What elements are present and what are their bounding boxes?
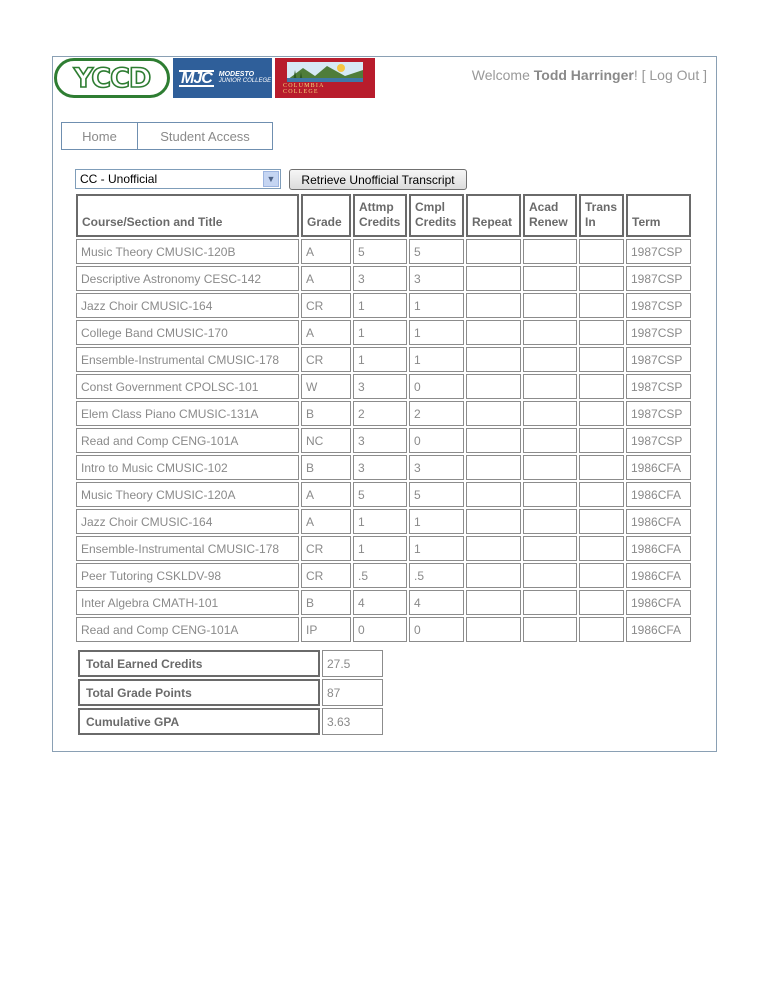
cell-cmpl-credits: .5 — [409, 563, 464, 588]
cell-grade: IP — [301, 617, 351, 642]
totals-value: 27.5 — [322, 650, 383, 677]
transcript-table — [74, 192, 693, 644]
nav-student-access[interactable]: Student Access — [160, 128, 250, 144]
cell-attmp-credits: .5 — [353, 563, 407, 588]
cell-trans-in — [579, 239, 624, 264]
column-header-trans-in — [579, 194, 624, 237]
cell-grade: B — [301, 455, 351, 480]
cell-acad-renew — [523, 536, 577, 561]
cell-trans-in — [579, 266, 624, 291]
cell-cmpl-credits: 0 — [409, 428, 464, 453]
cell-trans-in — [579, 347, 624, 372]
cell-grade: CR — [301, 293, 351, 318]
cell-cmpl-credits: 1 — [409, 536, 464, 561]
cell-attmp-credits: 3 — [353, 374, 407, 399]
cell-attmp-credits: 1 — [353, 509, 407, 534]
table-row — [76, 428, 691, 453]
cell-trans-in — [579, 374, 624, 399]
column-header-line: Acad — [529, 200, 559, 214]
transcript-header-row — [76, 194, 691, 237]
cell-trans-in — [579, 482, 624, 507]
table-row — [76, 401, 691, 426]
table-row — [76, 536, 691, 561]
table-row — [76, 293, 691, 318]
mjc-logo-text — [219, 71, 271, 85]
retrieve-transcript-button[interactable]: Retrieve Unofficial Transcript — [289, 169, 467, 190]
cell-course: Peer Tutoring CSKLDV-98 — [76, 563, 299, 588]
cell-term: 1987CSP — [626, 401, 691, 426]
column-header-line: Credits — [359, 215, 401, 229]
cell-cmpl-credits: 3 — [409, 266, 464, 291]
cell-trans-in — [579, 455, 624, 480]
transcript-type-select[interactable] — [75, 169, 281, 189]
cell-term: 1986CFA — [626, 617, 691, 642]
cell-repeat — [466, 482, 521, 507]
cell-cmpl-credits: 1 — [409, 320, 464, 345]
cell-acad-renew — [523, 401, 577, 426]
chevron-down-icon[interactable]: ▼ — [263, 171, 279, 187]
column-header-line: Term — [632, 215, 661, 229]
cell-acad-renew — [523, 374, 577, 399]
table-row — [76, 347, 691, 372]
cell-attmp-credits: 2 — [353, 401, 407, 426]
cell-repeat — [466, 347, 521, 372]
welcome-mid: ! [ — [633, 67, 650, 83]
cell-grade: CR — [301, 536, 351, 561]
totals-label: Total Grade Points — [78, 679, 320, 706]
cell-acad-renew — [523, 320, 577, 345]
cell-course: College Band CMUSIC-170 — [76, 320, 299, 345]
cell-attmp-credits: 5 — [353, 239, 407, 264]
column-header-line: Credits — [415, 215, 457, 229]
cell-grade: A — [301, 320, 351, 345]
cell-term: 1987CSP — [626, 320, 691, 345]
columbia-logo-text — [283, 83, 325, 95]
cell-attmp-credits: 4 — [353, 590, 407, 615]
cell-attmp-credits: 1 — [353, 293, 407, 318]
cell-acad-renew — [523, 455, 577, 480]
cell-grade: W — [301, 374, 351, 399]
cell-grade: A — [301, 509, 351, 534]
cell-trans-in — [579, 617, 624, 642]
cell-course: Intro to Music CMUSIC-102 — [76, 455, 299, 480]
table-row — [76, 320, 691, 345]
cell-attmp-credits: 3 — [353, 428, 407, 453]
welcome-suffix: ] — [699, 67, 707, 83]
cell-acad-renew — [523, 347, 577, 372]
column-header-course — [76, 194, 299, 237]
column-header-term — [626, 194, 691, 237]
table-row — [76, 509, 691, 534]
columbia-logo — [275, 58, 375, 98]
nav-home[interactable]: Home — [62, 123, 138, 149]
yccd-logo-text: YCCD — [73, 62, 151, 94]
column-header-acad-renew — [523, 194, 577, 237]
cell-cmpl-credits: 1 — [409, 293, 464, 318]
column-header-cmpl-credits — [409, 194, 464, 237]
table-row — [76, 374, 691, 399]
main-nav — [61, 122, 273, 150]
mjc-logo-line1: MODESTO — [218, 71, 255, 78]
cell-course: Ensemble-Instrumental CMUSIC-178 — [76, 536, 299, 561]
cell-cmpl-credits: 4 — [409, 590, 464, 615]
cell-grade: NC — [301, 428, 351, 453]
cell-cmpl-credits: 0 — [409, 617, 464, 642]
cell-grade: CR — [301, 563, 351, 588]
cell-trans-in — [579, 428, 624, 453]
cell-attmp-credits: 1 — [353, 536, 407, 561]
table-row — [76, 563, 691, 588]
table-row — [76, 482, 691, 507]
cell-term: 1986CFA — [626, 536, 691, 561]
cell-repeat — [466, 536, 521, 561]
column-header-line: Attmp — [359, 200, 394, 214]
cell-course: Music Theory CMUSIC-120A — [76, 482, 299, 507]
cell-grade: B — [301, 590, 351, 615]
cell-acad-renew — [523, 617, 577, 642]
cell-cmpl-credits: 3 — [409, 455, 464, 480]
totals-row — [78, 708, 383, 735]
column-header-line: Renew — [529, 215, 568, 229]
table-row — [76, 239, 691, 264]
cell-repeat — [466, 428, 521, 453]
cell-term: 1986CFA — [626, 563, 691, 588]
totals-value: 87 — [322, 679, 383, 706]
cell-repeat — [466, 401, 521, 426]
mjc-logo-line2: JUNIOR COLLEGE — [218, 78, 272, 84]
cell-cmpl-credits: 5 — [409, 482, 464, 507]
yccd-logo — [54, 58, 170, 98]
columbia-logo-line2: COLLEGE — [283, 89, 319, 95]
welcome-message — [472, 67, 707, 83]
cell-course: Read and Comp CENG-101A — [76, 428, 299, 453]
cell-term: 1986CFA — [626, 590, 691, 615]
cell-trans-in — [579, 590, 624, 615]
cell-attmp-credits: 1 — [353, 347, 407, 372]
cell-course: Ensemble-Instrumental CMUSIC-178 — [76, 347, 299, 372]
cell-grade: CR — [301, 347, 351, 372]
column-header-line: Grade — [307, 215, 342, 229]
cell-acad-renew — [523, 266, 577, 291]
cell-repeat — [466, 617, 521, 642]
cell-attmp-credits: 5 — [353, 482, 407, 507]
cell-trans-in — [579, 563, 624, 588]
cell-attmp-credits: 3 — [353, 455, 407, 480]
cell-course: Jazz Choir CMUSIC-164 — [76, 509, 299, 534]
cell-cmpl-credits: 1 — [409, 347, 464, 372]
table-row — [76, 455, 691, 480]
column-header-line: In — [585, 215, 596, 229]
cell-grade: A — [301, 239, 351, 264]
cell-trans-in — [579, 293, 624, 318]
cell-trans-in — [579, 536, 624, 561]
cell-cmpl-credits: 0 — [409, 374, 464, 399]
cell-repeat — [466, 563, 521, 588]
cell-acad-renew — [523, 293, 577, 318]
cell-acad-renew — [523, 590, 577, 615]
cell-trans-in — [579, 320, 624, 345]
totals-table — [76, 648, 385, 737]
cell-term: 1987CSP — [626, 347, 691, 372]
cell-repeat — [466, 320, 521, 345]
cell-acad-renew — [523, 428, 577, 453]
transcript-type-value: CC - Unofficial — [80, 172, 158, 186]
cell-course: Inter Algebra CMATH-101 — [76, 590, 299, 615]
cell-cmpl-credits: 2 — [409, 401, 464, 426]
cell-term: 1986CFA — [626, 455, 691, 480]
table-row — [76, 266, 691, 291]
cell-trans-in — [579, 401, 624, 426]
column-header-line: Cmpl — [415, 200, 445, 214]
cell-term: 1986CFA — [626, 509, 691, 534]
cell-term: 1987CSP — [626, 428, 691, 453]
cell-course: Jazz Choir CMUSIC-164 — [76, 293, 299, 318]
table-row — [76, 617, 691, 642]
column-header-attmp-credits — [353, 194, 407, 237]
cell-term: 1987CSP — [626, 239, 691, 264]
user-name: Todd Harringer — [533, 67, 634, 83]
cell-course: Elem Class Piano CMUSIC-131A — [76, 401, 299, 426]
cell-term: 1987CSP — [626, 293, 691, 318]
cell-term: 1987CSP — [626, 374, 691, 399]
welcome-prefix: Welcome — [471, 67, 534, 83]
totals-row — [78, 650, 383, 677]
cell-course: Music Theory CMUSIC-120B — [76, 239, 299, 264]
column-header-line: Repeat — [472, 215, 513, 229]
totals-value: 3.63 — [322, 708, 383, 735]
cell-cmpl-credits: 5 — [409, 239, 464, 264]
cell-repeat — [466, 509, 521, 534]
cell-repeat — [466, 266, 521, 291]
cell-acad-renew — [523, 509, 577, 534]
cell-cmpl-credits: 1 — [409, 509, 464, 534]
cell-grade: B — [301, 401, 351, 426]
logout-link[interactable]: Log Out — [649, 67, 700, 83]
cell-course: Descriptive Astronomy CESC-142 — [76, 266, 299, 291]
cell-acad-renew — [523, 563, 577, 588]
column-header-repeat — [466, 194, 521, 237]
cell-acad-renew — [523, 482, 577, 507]
mjc-logo — [173, 58, 272, 98]
cell-trans-in — [579, 509, 624, 534]
cell-attmp-credits: 1 — [353, 320, 407, 345]
cell-repeat — [466, 293, 521, 318]
table-row — [76, 590, 691, 615]
cell-term: 1987CSP — [626, 266, 691, 291]
totals-label: Total Earned Credits — [78, 650, 320, 677]
cell-course: Const Government CPOLSC-101 — [76, 374, 299, 399]
totals-label: Cumulative GPA — [78, 708, 320, 735]
mjc-logo-mark: MJC — [181, 69, 212, 87]
cell-repeat — [466, 239, 521, 264]
column-header-grade — [301, 194, 351, 237]
cell-term: 1986CFA — [626, 482, 691, 507]
cell-repeat — [466, 590, 521, 615]
cell-course: Read and Comp CENG-101A — [76, 617, 299, 642]
column-header-line: Trans — [585, 200, 618, 214]
cell-acad-renew — [523, 239, 577, 264]
column-header-line: Course/Section and Title — [82, 215, 223, 229]
cell-attmp-credits: 3 — [353, 266, 407, 291]
columbia-logo-line1: COLUMBIA — [283, 83, 325, 89]
cell-grade: A — [301, 482, 351, 507]
cell-attmp-credits: 0 — [353, 617, 407, 642]
cell-repeat — [466, 455, 521, 480]
cell-grade: A — [301, 266, 351, 291]
totals-row — [78, 679, 383, 706]
cell-repeat — [466, 374, 521, 399]
